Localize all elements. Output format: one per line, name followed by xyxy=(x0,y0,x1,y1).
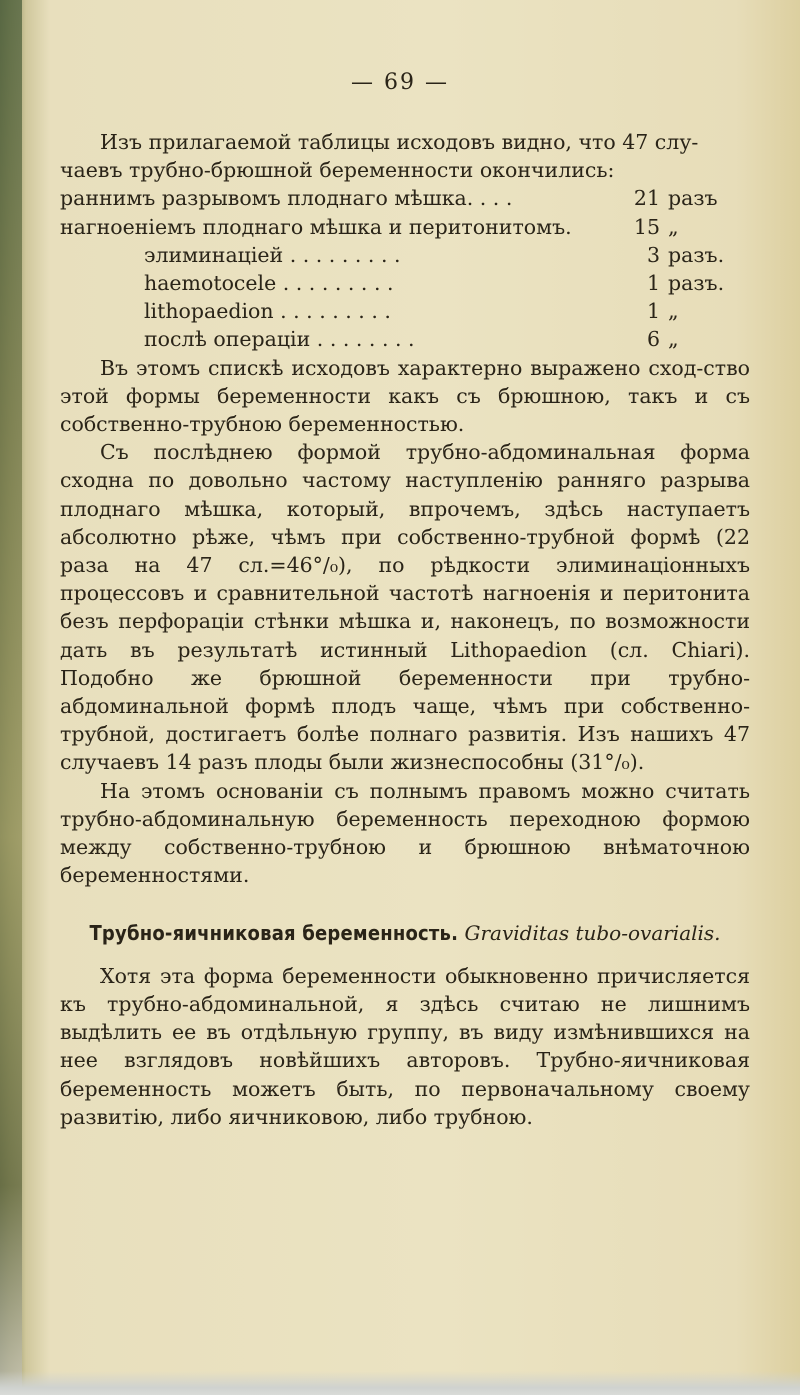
outcome-label: послѣ операціи . . . . . . . . xyxy=(144,327,415,352)
outcome-row xyxy=(60,213,750,241)
outcomes-list xyxy=(60,184,750,353)
paragraph: Съ послѣднею формой трубно-абдоминальная форма сходна по довольно частому наступленію ранняго разрыва плоднаго мѣшка, который, впрочемъ, здѣсь наступаетъ абсолютно рѣже, чѣмъ при собственно-трубной формѣ (22 раза на 47 сл.=46°/₀), по рѣдкости элиминаціонныхъ процессовъ и сравнительной частотѣ нагноенія и перитонита безъ перфораціи стѣнки мѣшка и, наконецъ, по возможности дать въ результатѣ истинный Lithopaedion (сл. Chiari). Подобно же брюшной беременности при трубно-абдоминальной формѣ плодъ чаще, чѣмъ при собственно-трубной, достигаетъ болѣе полнаго развитія. Изъ нашихъ 47 случаевъ 14 разъ плоды были жизнеспособны (31°/₀). xyxy=(60,440,750,775)
outcome-count: 21 xyxy=(633,186,660,211)
page-bottom-edge xyxy=(0,1371,800,1395)
outcome-row xyxy=(60,184,750,212)
section-paragraph: Хотя эта форма беременности обыкновенно причисляется къ трубно-абдоминальной, я здѣсь считаю не лишнимъ выдѣлить ее въ отдѣльную группу, въ виду измѣнившихся на нее взглядовъ новѣйшихъ авторовъ. Трубно-яичниковая беременность можетъ быть, по первоначальному своему развитію, либо яичниковою, либо трубною. xyxy=(60,963,750,1129)
outcome-unit: „ xyxy=(668,327,679,352)
outcome-label: раннимъ разрывомъ плоднаго мѣшка. . . . xyxy=(60,186,513,211)
intro-line-2: чаевъ трубно-брюшной беременности окончились: xyxy=(60,158,615,183)
section-title-ru: Трубно-яичниковая беременность. xyxy=(89,921,459,946)
page-edge-shadow xyxy=(0,0,22,1395)
outcome-row xyxy=(60,297,750,325)
outcome-label: lithopaedion . . . . . . . . . xyxy=(144,299,391,324)
paragraph: Въ этомъ спискѣ исходовъ характерно выражено сход-ство этой формы беременности какъ съ брюшною, такъ и съ собственно-трубною беременностью. xyxy=(60,355,750,437)
outcome-row xyxy=(60,269,750,297)
page-body xyxy=(60,128,750,1131)
outcome-unit: „ xyxy=(668,214,679,239)
outcome-row xyxy=(60,241,750,269)
outcome-unit: разъ. xyxy=(668,242,725,267)
section-title-latin: Graviditas tubo-ovarialis. xyxy=(464,921,721,946)
outcome-label: нагноеніемъ плоднаго мѣшка и перитонитомъ. xyxy=(60,214,572,239)
outcome-unit: „ xyxy=(668,299,679,324)
intro-line-1: Изъ прилагаемой таблицы исходовъ видно, что 47 слу- xyxy=(100,130,699,154)
outcome-row xyxy=(60,325,750,353)
outcome-label: haemotocele . . . . . . . . . xyxy=(144,271,394,296)
outcome-count: 1 xyxy=(646,299,660,324)
outcome-unit: разъ. xyxy=(668,271,725,296)
paragraph: На этомъ основаніи съ полнымъ правомъ можно считать трубно-абдоминальную беременность переходною формою между собственно-трубною и брюшною внѣматочною беременностями. xyxy=(60,778,750,888)
outcome-count: 1 xyxy=(646,271,660,296)
outcome-label: элиминаціей . . . . . . . . . xyxy=(144,242,401,267)
outcome-count: 6 xyxy=(646,327,660,352)
page-number: — 69 — xyxy=(351,70,449,95)
outcome-count: 3 xyxy=(646,242,660,267)
outcome-count: 15 xyxy=(633,214,660,239)
outcome-unit: разъ xyxy=(668,186,718,211)
section-heading xyxy=(60,919,750,947)
